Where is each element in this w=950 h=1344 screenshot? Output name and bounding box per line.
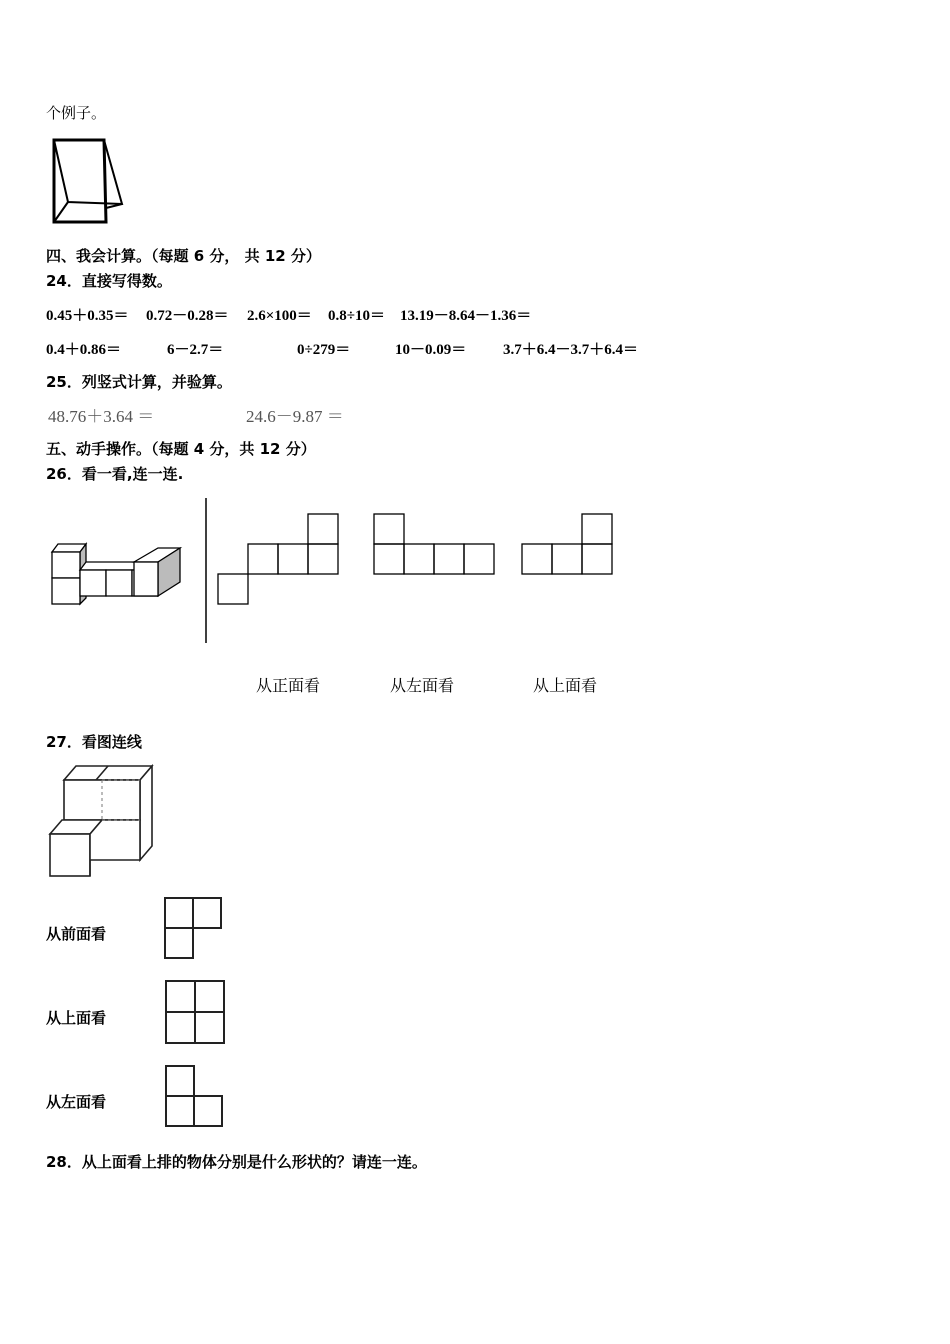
q25-expr-1: 48.76＋3.64 ＝	[48, 407, 155, 426]
q26-divider	[204, 498, 208, 643]
q25-expr-2: 24.6－9.87 ＝	[246, 407, 344, 426]
intro-tail: 个例子。	[46, 104, 107, 122]
q24-r1-c4: 0.8÷10＝	[328, 308, 385, 324]
q24-r2-c2: 6－2.7＝	[167, 342, 224, 358]
section4-title: 四、我会计算。（每题 6 分， 共 12 分）	[46, 247, 321, 265]
section5-title: 五、动手操作。（每题 4 分，共 12 分）	[46, 440, 316, 458]
q24-r2-c3: 0÷279＝	[297, 342, 351, 358]
q26-label-front: 从正面看	[256, 676, 321, 695]
q27-grid-top	[163, 979, 227, 1047]
q28-title: 28．从上面看上排的物体分别是什么形状的？请连一连。	[46, 1153, 427, 1171]
q26-label-left: 从左面看	[390, 676, 455, 695]
q26-title: 26．看一看,连一连.	[46, 465, 184, 483]
q27-label-front: 从前面看	[46, 925, 107, 943]
q25-title: 25．列竖式计算，并验算。	[46, 373, 232, 391]
q26-view-grid-3	[522, 512, 622, 582]
q27-solid-figure	[46, 764, 156, 879]
q24-r1-c1: 0.45＋0.35＝	[46, 308, 129, 324]
q27-grid-front	[163, 896, 225, 962]
q24-r1-c3: 2.6×100＝	[247, 308, 312, 324]
q27-grid-left	[163, 1064, 225, 1130]
q24-r2-c5: 3.7＋6.4－3.7＋6.4＝	[503, 342, 639, 358]
q26-view-grid-2	[373, 512, 503, 582]
q27-label-top: 从上面看	[46, 1009, 107, 1027]
q27-title: 27．看图连线	[46, 733, 142, 751]
q27-label-left: 从左面看	[46, 1093, 107, 1111]
q24-r2-c4: 10－0.09＝	[395, 342, 467, 358]
q26-solid-figure	[50, 540, 190, 610]
q24-r2-c1: 0.4＋0.86＝	[46, 342, 122, 358]
q26-view-grid-1	[218, 512, 348, 612]
q24-r1-c2: 0.72－0.28＝	[146, 308, 229, 324]
q24-r1-c5: 13.19－8.64－1.36＝	[400, 308, 532, 324]
q26-label-top: 从上面看	[533, 676, 598, 695]
q24-title: 24．直接写得数。	[46, 272, 172, 290]
slanted-frame-figure	[50, 136, 130, 226]
